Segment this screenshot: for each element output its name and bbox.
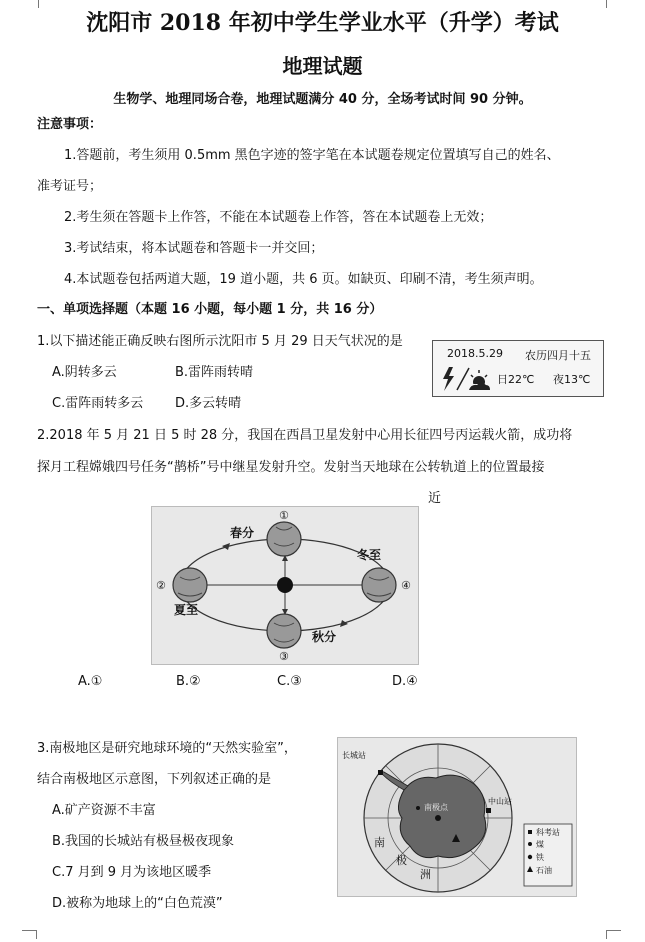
note-item: 1.答题前，考生须用 0.5mm 黑色字迹的签字笔在本试题卷规定位置填写自己的姓名、 bbox=[64, 148, 560, 163]
earth-icon bbox=[267, 614, 301, 648]
thunderstorm-to-sunny-icon bbox=[439, 366, 491, 392]
position-number-2: ② bbox=[156, 579, 166, 592]
q2-option-a[interactable]: A.① bbox=[78, 674, 103, 689]
note-item: 3.考试结束，将本试题卷和答题卡一并交回； bbox=[64, 241, 324, 256]
crop-mark-bottom-left bbox=[22, 930, 37, 939]
label-great-wall-station: 长城站 bbox=[342, 751, 366, 760]
q1-option-c[interactable]: C.雷阵雨转多云 bbox=[52, 396, 144, 411]
label-sea-2: 极 bbox=[396, 854, 407, 867]
legend-iron: 铁 bbox=[536, 853, 544, 862]
label-south-pole: 南极点 bbox=[424, 803, 448, 812]
map-legend bbox=[524, 824, 572, 886]
q2-option-b[interactable]: B.② bbox=[176, 674, 201, 689]
earth-icon bbox=[267, 522, 301, 556]
antarctica-map-figure bbox=[337, 737, 577, 897]
label-sea-1: 南 bbox=[374, 836, 385, 849]
q3-option-b[interactable]: B.我国的长城站有极昼极夜现象 bbox=[52, 834, 235, 849]
q3-option-a[interactable]: A.矿产资源不丰富 bbox=[52, 803, 156, 818]
q3-stem-line: 3.南极地区是研究地球环境的“天然实验室”， bbox=[37, 741, 297, 756]
q3-stem-line: 结合南极地区示意图，下列叙述正确的是 bbox=[37, 772, 272, 787]
q2-stem-line: 探月工程嫦娥四号任务“鹊桥”号中继星发射升空。发射当天地球在公转轨道上的位置最接 bbox=[37, 460, 545, 475]
exam-subtitle: 地理试题 bbox=[282, 54, 363, 78]
q3-option-d[interactable]: D.被称为地球上的“白色荒漠” bbox=[52, 896, 223, 911]
label-sea-3: 洲 bbox=[420, 868, 431, 881]
q3-option-c[interactable]: C.7 月到 9 月为该地区暖季 bbox=[52, 865, 212, 880]
q2-stem-line: 2.2018 年 5 月 21 日 5 时 28 分，我国在西昌卫星发射中心用长征四号丙运载火箭，成功将 bbox=[37, 428, 573, 443]
weather-day-temp: 日22℃ bbox=[497, 373, 535, 386]
q1-option-a[interactable]: A.阴转多云 bbox=[52, 365, 117, 380]
crop-mark-bottom-right bbox=[606, 930, 621, 939]
antarctica-map bbox=[338, 738, 576, 896]
weather-night-temp: 夜13℃ bbox=[553, 373, 591, 386]
q2-option-d[interactable]: D.④ bbox=[392, 674, 418, 689]
label-winter-solstice: 冬至 bbox=[357, 548, 382, 562]
position-number-3: ③ bbox=[279, 650, 289, 663]
earth-orbit-figure bbox=[151, 506, 419, 665]
earth-icon bbox=[173, 568, 207, 602]
position-number-4: ④ bbox=[401, 579, 411, 592]
section-heading: 一、单项选择题（本题 16 小题，每小题 1 分，共 16 分） bbox=[37, 302, 383, 317]
earth-icon bbox=[362, 568, 396, 602]
note-item: 2.考生须在答题卡上作答，不能在本试题卷上作答，答在本试题卷上无效； bbox=[64, 210, 493, 225]
note-item: 准考证号； bbox=[37, 179, 103, 194]
label-autumn-equinox: 秋分 bbox=[312, 630, 337, 644]
sun-icon bbox=[277, 577, 293, 593]
q2-option-c[interactable]: C.③ bbox=[277, 674, 302, 689]
legend-oil: 石油 bbox=[536, 866, 552, 875]
label-spring-equinox: 春分 bbox=[230, 526, 255, 540]
weather-lunar-date: 农历四月十五 bbox=[525, 349, 591, 362]
label-summer-solstice: 夏至 bbox=[174, 603, 199, 617]
earth-orbit-diagram bbox=[152, 507, 418, 664]
weather-figure bbox=[432, 340, 604, 397]
position-number-1: ① bbox=[279, 509, 289, 522]
q1-option-d[interactable]: D.多云转晴 bbox=[175, 396, 242, 411]
label-zhongshan-station: 中山站 bbox=[488, 797, 512, 806]
weather-date: 2018.5.29 bbox=[447, 347, 503, 360]
exam-info: 生物学、地理同场合卷，地理试题满分 40 分，全场考试时间 90 分钟。 bbox=[113, 92, 532, 107]
notes-heading: 注意事项： bbox=[37, 117, 103, 132]
exam-title: 沈阳市 2018 年初中学生学业水平（升学）考试 bbox=[86, 10, 559, 36]
q2-stem-line: 近 bbox=[428, 491, 442, 506]
legend-coal: 煤 bbox=[536, 840, 544, 849]
note-item: 4.本试题卷包括两道大题，19 道小题，共 6 页。如缺页、印刷不清，考生须声明。 bbox=[64, 272, 543, 287]
legend-research-station: 科考站 bbox=[536, 828, 560, 837]
q1-option-b[interactable]: B.雷阵雨转晴 bbox=[175, 365, 254, 380]
q1-stem: 1.以下描述能正确反映右图所示沈阳市 5 月 29 日天气状况的是 bbox=[37, 334, 403, 349]
